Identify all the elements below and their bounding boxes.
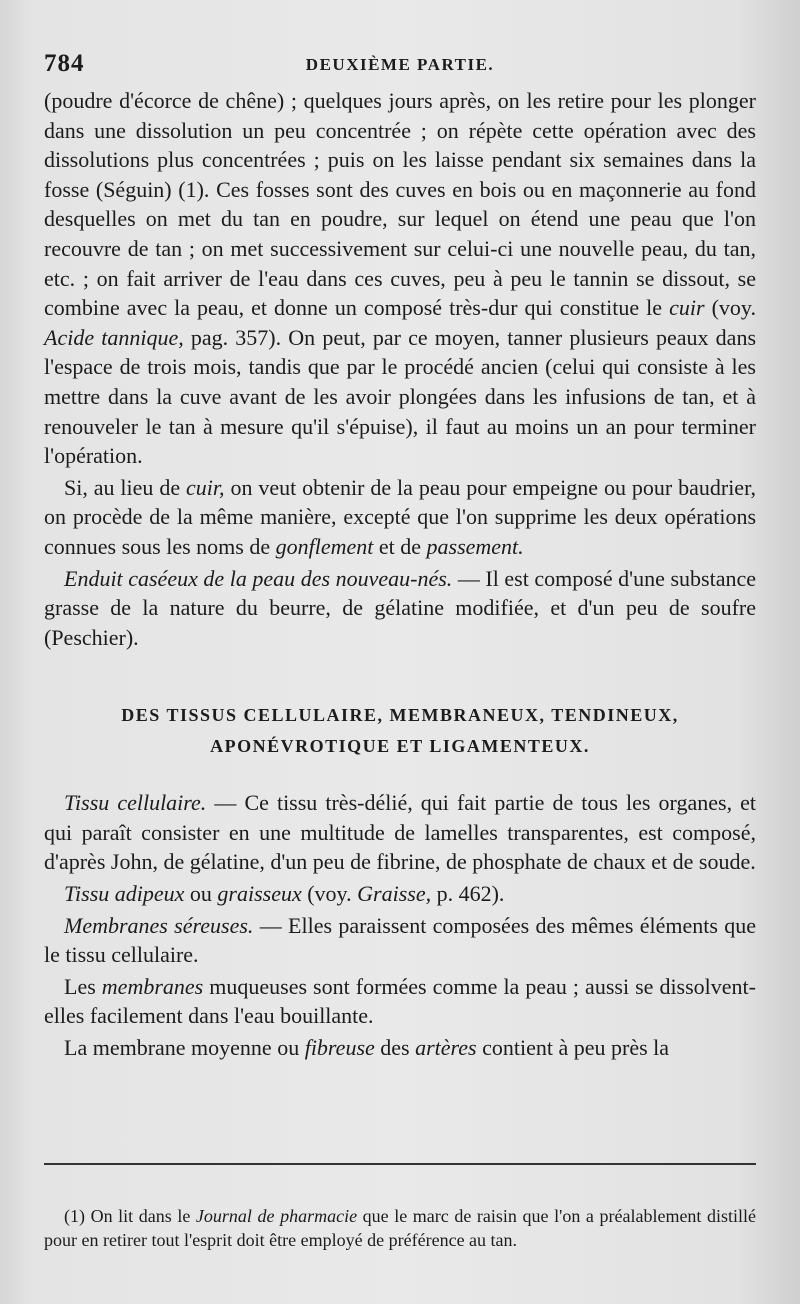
italic-reference: Journal de pharmacie (195, 1206, 358, 1226)
section-title-line: DES TISSUS CELLULAIRE, MEMBRANEUX, TENDINEUX, (121, 705, 679, 726)
paragraph-enduit (44, 564, 756, 653)
paragraph-text: Si, au lieu de (64, 474, 181, 500)
italic-term: cuir (669, 295, 705, 321)
page-header (44, 50, 756, 80)
section-title-line: APONÉVROTIQUE ET LIGAMENTEUX. (210, 736, 590, 757)
paragraph-text: (voy. (307, 881, 352, 907)
paragraph-text: ou (189, 881, 212, 907)
italic-subheading: Tissu cellulaire. (64, 790, 207, 816)
paragraph-membranes-sereuses (44, 911, 756, 970)
paragraph-text: — Il est composé d'une substance grasse de la nature du beurre, de gélatine modifiée, et d'un peu de soufre (Peschier). (44, 565, 756, 650)
paragraph-tanning (44, 86, 756, 471)
paragraph-text: contient à peu près la (482, 1035, 670, 1061)
paragraph-text: et de (378, 533, 422, 559)
paragraph-text: (voy. (711, 295, 757, 321)
paragraph-text: muqueuses sont formées comme la peau ; aussi se dissolvent-elles facilement dans l'eau bouillante. (44, 973, 756, 1029)
italic-term: cuir, (186, 474, 225, 500)
paragraph-membranes-muqueuses (44, 972, 756, 1031)
italic-subheading: Enduit caséeux de la peau des nouveau-nés. (64, 565, 453, 591)
body-text (44, 86, 756, 1065)
paragraph-text: on veut obtenir de la peau pour empeigne ou pour baudrier, on procède de la même manière, excepté que l'on supprime les deux opérations connues sous les noms de (44, 474, 757, 559)
italic-term: artères (415, 1035, 477, 1061)
paragraph-tissu-cellulaire (44, 788, 756, 877)
paragraph-membrane-moyenne (44, 1033, 756, 1063)
footnote-divider (44, 1163, 756, 1165)
italic-term: membranes (101, 973, 204, 999)
italic-term: graisseux (217, 881, 302, 907)
italic-term: passement. (426, 533, 524, 559)
italic-subheading: Membranes séreuses. (64, 912, 254, 938)
paragraph-empeigne (44, 473, 756, 562)
paragraph-text: Les (64, 973, 96, 999)
paragraph-text: La membrane moyenne ou (64, 1035, 300, 1061)
paragraph-text: — Elles paraissent composées des mêmes éléments que le tissu cellulaire. (44, 912, 756, 968)
running-head: DEUXIÈME PARTIE. (305, 55, 495, 74)
paragraph-text: p. 462). (436, 881, 505, 907)
italic-subheading: Tissu adipeux (64, 881, 185, 907)
page-number: 784 (44, 50, 85, 77)
italic-term: gonflement (275, 533, 374, 559)
footnote (44, 1204, 756, 1252)
paragraph-text: des (380, 1035, 410, 1061)
italic-reference: Acide tannique, (44, 324, 184, 350)
paragraph-text: (poudre d'écorce de chêne) ; quelques jours après, on les retire pour les plonger dans une dissolution un peu concentrée ; on répète cette opération avec des dissolutions plus concentrées ; puis on les laisse pendant six semaines dans la fosse (Séguin) (1). Ces fosses sont des cuves en bois ou en maçonnerie au fond desquelles on met du tan en poudre, sur lequel on étend une peau que l'on recouvre de tan ; on met successivement sur celui-ci une nouvelle peau, du tan, etc. ; on fait arriver de l'eau dans ces cuves, peu à peu le tannin se dissout, se combine avec la peau, et donne un composé très-dur qui constitue le (44, 88, 756, 321)
footnote-text: (1) On lit dans le (64, 1206, 191, 1226)
italic-term: fibreuse (304, 1035, 375, 1061)
paragraph-text: — Ce tissu très-délié, qui fait partie de tous les organes, et qui paraît consister en une multitude de lamelles transparentes, est composé, d'après John, de gélatine, d'un peu de fibrine, de phosphate de chaux et de soude. (44, 790, 757, 875)
footnote-text: que le marc de raisin que l'on a préalablement distillé pour en retirer tout l'esprit doit être employé de préférence au tan. (44, 1206, 757, 1250)
paragraph-text: pag. 357). On peut, par ce moyen, tanner plusieurs peaux dans l'espace de trois mois, tandis que par le procédé ancien (celui qui consiste à les mettre dans la cuve avant de les avoir plongées dans les infusions de tan, et à renouveler le tan à mesure qu'il s'épuise), il faut au moins un an pour terminer l'opération. (44, 324, 757, 469)
section-title (44, 700, 756, 762)
italic-reference: Graisse, (357, 881, 432, 907)
paragraph-tissu-adipeux (44, 879, 756, 909)
